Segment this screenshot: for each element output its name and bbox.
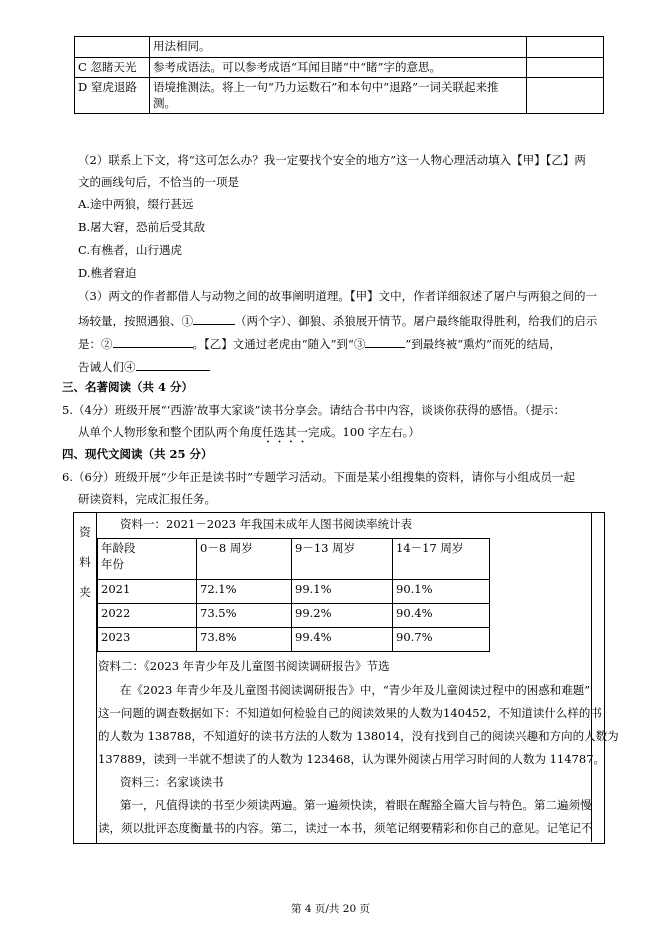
table-cell: 73.8%	[197, 628, 292, 652]
q5-text: 从单个人物形象和整个团队两个角度	[78, 425, 262, 439]
blank-number: ④	[124, 360, 136, 374]
table-cell: 72.1%	[197, 580, 292, 604]
reading-rate-table	[97, 538, 490, 652]
answer-blank[interactable]	[136, 358, 210, 371]
q2-option-b: B.屠大窘，恐前后受其敌	[78, 220, 206, 234]
box-divider	[591, 512, 592, 842]
table-cell: 73.5%	[197, 604, 292, 628]
q3-text: ”到最终被“熏灼”而死的结局，	[405, 337, 562, 351]
table-row	[98, 580, 490, 604]
q2-option-c: C.有樵者，山行遇虎	[78, 243, 183, 257]
table-cell-blank	[527, 57, 604, 78]
table-cell: 99.1%	[292, 580, 393, 604]
q3-text: 场较量，按照遇狼、	[78, 314, 182, 328]
material-2-title: 资料二：《2023 年青少年及儿童图书阅读调研报告》节选	[98, 659, 390, 673]
q3-stem-line1: （3）两文的作者都借人与动物之间的故事阐明道理。【甲】文中，作者详细叙述了屠户与两狼之间的一	[78, 289, 598, 303]
q3-text: （两个字）、御狼、杀狼展开情节。屠户最终能取得胜利，给我们的启示	[235, 314, 598, 328]
table-row	[75, 37, 604, 58]
q5-stem-line1: 5.（4分）班级开展“‘西游’故事大家谈”读书分享会。请结合书中内容，谈谈你获得的感悟。（提示：	[62, 403, 566, 417]
table-cell-term: C 忽睹天光	[75, 57, 150, 78]
table-row	[98, 604, 490, 628]
section-heading: 三、名著阅读（共 4 分）	[62, 380, 194, 394]
q2-stem-line1: （2）联系上下文，将“这可怎么办？我一定要找个安全的地方”这一人物心理活动填入【甲】【乙】两	[78, 153, 586, 167]
row-year: 2023	[98, 628, 197, 652]
table-cell-explanation: 参考成语法。可以参考成语“耳闻目睹”中“睹”字的意思。	[150, 57, 527, 78]
q3-stem-line4	[78, 358, 210, 376]
table-cell-term	[75, 37, 150, 58]
q6-stem-line1: 6.（6分）班级开展“少年正是读书时”专题学习活动。下面是某小组搜集的资料，请你与小组成员一起	[62, 470, 576, 484]
explanation-line: 语境推测法。将上一句“乃力运数石”和本句中“退路”一词关联起来推	[153, 80, 499, 95]
table-cell-blank	[527, 78, 604, 114]
q5-text: 完成。100 字左右。）	[308, 425, 420, 439]
answer-blank[interactable]	[365, 335, 405, 348]
folder-label-char: 料	[79, 555, 91, 569]
column-header: 0－8 周岁	[197, 539, 292, 580]
table-cell: 90.4%	[393, 604, 490, 628]
answer-blank[interactable]	[193, 312, 235, 325]
table-row	[98, 628, 490, 652]
q3-text: 告诫人们	[78, 360, 124, 374]
material-2-line: 这一问题的调查数据如下：不知道如何检验自己的阅读效果的人数为140452，不知道读什么样的书	[98, 706, 602, 720]
corner-label-bottom: 年份	[101, 556, 124, 571]
folder-label-char: 夹	[79, 585, 91, 599]
table-cell-blank	[527, 37, 604, 58]
q6-stem-line2: 研读资料，完成汇报任务。	[78, 492, 216, 506]
q2-stem-line2: 文的画线句后，不恰当的一项是	[78, 175, 239, 189]
column-header: 9－13 周岁	[292, 539, 393, 580]
table-cell: 99.4%	[292, 628, 393, 652]
q5-stem-line2	[78, 425, 420, 446]
table-cell-term: D 窒虎退路	[75, 78, 150, 114]
explanation-line: 测。	[153, 95, 176, 110]
table-cell-explanation	[150, 78, 527, 114]
row-year: 2022	[98, 604, 197, 628]
material-1-title: 资料一：2021－2023 年我国未成年人图书阅读率统计表	[120, 517, 413, 531]
blank-number: ②	[101, 337, 113, 351]
material-folder-label	[74, 513, 97, 843]
q2-option-a: A.途中两狼，缀行甚远	[78, 197, 194, 211]
q3-stem-line3	[78, 335, 561, 353]
blank-number: ①	[181, 314, 193, 328]
question-table	[74, 36, 604, 114]
q2-option-d: D.樵者窘迫	[78, 266, 137, 280]
material-3-title: 资料三：名家谈读书	[120, 775, 224, 789]
table-cell: 90.1%	[393, 580, 490, 604]
material-2-line: 在《2023 年青少年及儿童图书阅读调研报告》中，“青少年及儿童阅读过程中的困惑和难题”	[120, 683, 591, 697]
material-2-line: 137889，读到一半就不想读了的人数为 123468，认为课外阅读占用学习时间的人数为 114787。	[98, 752, 606, 766]
q3-text: 是：	[78, 337, 101, 351]
section-heading: 四、现代文阅读（共 25 分）	[62, 447, 213, 461]
q3-stem-line2	[78, 312, 597, 330]
folder-label-char: 资	[79, 525, 91, 539]
table-header-row	[98, 539, 490, 580]
table-header-corner	[98, 539, 197, 580]
blank-number: ③	[353, 337, 366, 351]
page-footer: 第 4 页/共 20 页	[291, 903, 370, 915]
answer-blank[interactable]	[113, 335, 193, 348]
table-cell-explanation: 用法相同。	[150, 37, 527, 58]
table-row	[75, 57, 604, 78]
emphasis-text: 任选其一	[262, 425, 308, 439]
q3-text: 。【乙】文通过老虎由“随入”到“	[192, 337, 354, 351]
corner-label-top: 年龄段	[101, 541, 136, 555]
row-year: 2021	[98, 580, 197, 604]
table-cell: 90.7%	[393, 628, 490, 652]
material-3-line: 第一，凡值得读的书至少须读两遍。第一遍须快读，着眼在醒豁全篇大旨与特色。第二遍须慢	[120, 798, 592, 812]
material-3-line: 读，须以批评态度衡量书的内容。第二，读过一本书，须笔记纲要精彩和你自己的意见。记笔记不	[98, 821, 593, 835]
table-row	[75, 78, 604, 114]
table-cell: 99.2%	[292, 604, 393, 628]
column-header: 14－17 周岁	[393, 539, 490, 580]
material-2-line: 的人数为 138788，不知道好的读书方法的人数为 138014，没有找到自己的阅读兴趣和方向的人数为	[98, 729, 619, 743]
